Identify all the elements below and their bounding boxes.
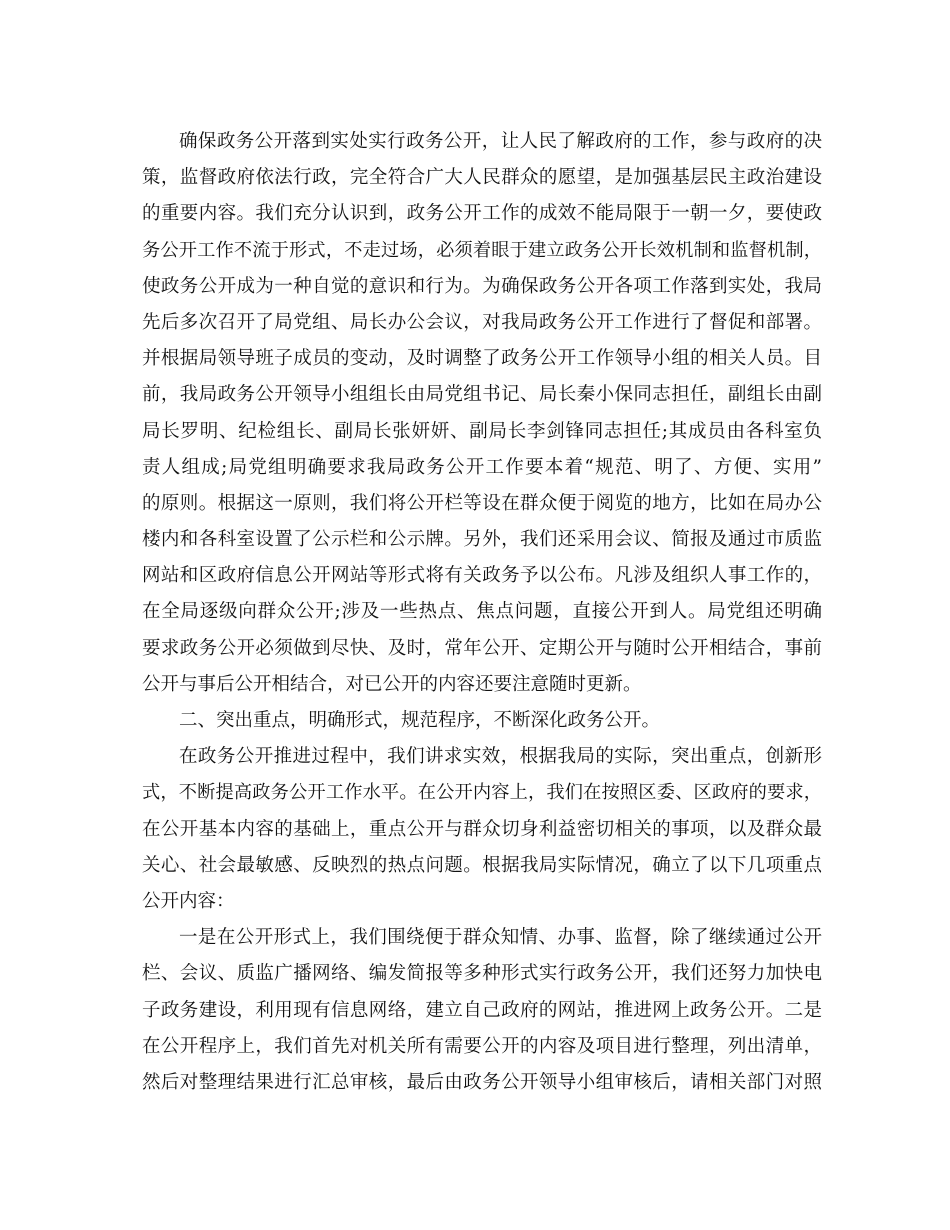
text-line: 的重要内容。我们充分认识到，政务公开工作的成效不能局限于一朝一夕，要使政 (142, 203, 822, 225)
text-line: 务公开工作不流于形式，不走过场，必须着眼于建立政务公开长效机制和监督机制， (142, 239, 822, 261)
text-line: 并根据局领导班子成员的变动，及时调整了政务公开工作领导小组的相关人员。目 (142, 348, 822, 370)
text-line: 前，我局政务公开领导小组组长由局党组书记、局长秦小保同志担任，副组长由副 (142, 384, 822, 406)
text-line: 栏、会议、质监广播网络、编发简报等多种形式实行政务公开，我们还努力加快电 (142, 963, 822, 985)
text-line: 公开内容： (142, 890, 235, 912)
text-line: 局长罗明、纪检组长、副局长张妍妍、副局长李剑锋同志担任;其成员由各科室负 (142, 420, 822, 442)
text-line: 关心、社会最敏感、反映烈的热点问题。根据我局实际情况，确立了以下几项重点 (142, 854, 822, 876)
section-heading: 二、突出重点，明确形式，规范程序，不断深化政务公开。 (179, 710, 661, 731)
text-line: 网站和区政府信息公开网站等形式将有关政务予以公布。凡涉及组织人事工作的， (142, 565, 822, 587)
text-line: 策，监督政府依法行政，完全符合广大人民群众的愿望，是加强基层民主政治建设 (142, 167, 822, 189)
text-line: 公开与事后公开相结合，对已公开的内容还要注意随时更新。 (142, 673, 642, 695)
text-line: 子政务建设，利用现有信息网络，建立自己政府的网站，推进网上政务公开。二是 (142, 999, 822, 1021)
text-line: 楼内和各科室设置了公示栏和公示牌。另外，我们还采用会议、简报及通过市质监 (142, 529, 822, 551)
text-line: 责人组成;局党组明确要求我局政务公开工作要本着“规范、明了、方便、实用” (142, 456, 822, 478)
text-line: 先后多次召开了局党组、局长办公会议，对我局政务公开工作进行了督促和部署。 (142, 311, 822, 333)
text-line: 确保政务公开落到实处实行政务公开，让人民了解政府的工作，参与政府的决 (179, 131, 822, 152)
text-line: 式，不断提高政务公开工作水平。在公开内容上，我们在按照区委、区政府的要求， (142, 782, 822, 804)
text-line: 在全局逐级向群众公开;涉及一些热点、焦点问题，直接公开到人。局党组还明确 (142, 601, 822, 623)
text-line: 在公开基本内容的基础上，重点公开与群众切身利益密切相关的事项，以及群众最 (142, 818, 822, 840)
text-line: 在公开程序上，我们首先对机关所有需要公开的内容及项目进行整理，列出清单， (142, 1035, 822, 1057)
text-line: 使政务公开成为一种自觉的意识和行为。为确保政务公开各项工作落到实处，我局 (142, 275, 822, 297)
text-line: 要求政务公开必须做到尽快、及时，常年公开、定期公开与随时公开相结合，事前 (142, 637, 822, 659)
text-line: 的原则。根据这一原则，我们将公开栏等设在群众便于阅览的地方，比如在局办公 (142, 492, 822, 514)
text-line: 然后对整理结果进行汇总审核，最后由政务公开领导小组审核后，请相关部门对照 (142, 1071, 822, 1093)
text-line: 一是在公开形式上，我们围绕便于群众知情、办事、监督，除了继续通过公开 (179, 927, 822, 949)
document-body (142, 124, 822, 1101)
text-line: 在政务公开推进过程中，我们讲求实效，根据我局的实际，突出重点，创新形 (179, 746, 822, 768)
